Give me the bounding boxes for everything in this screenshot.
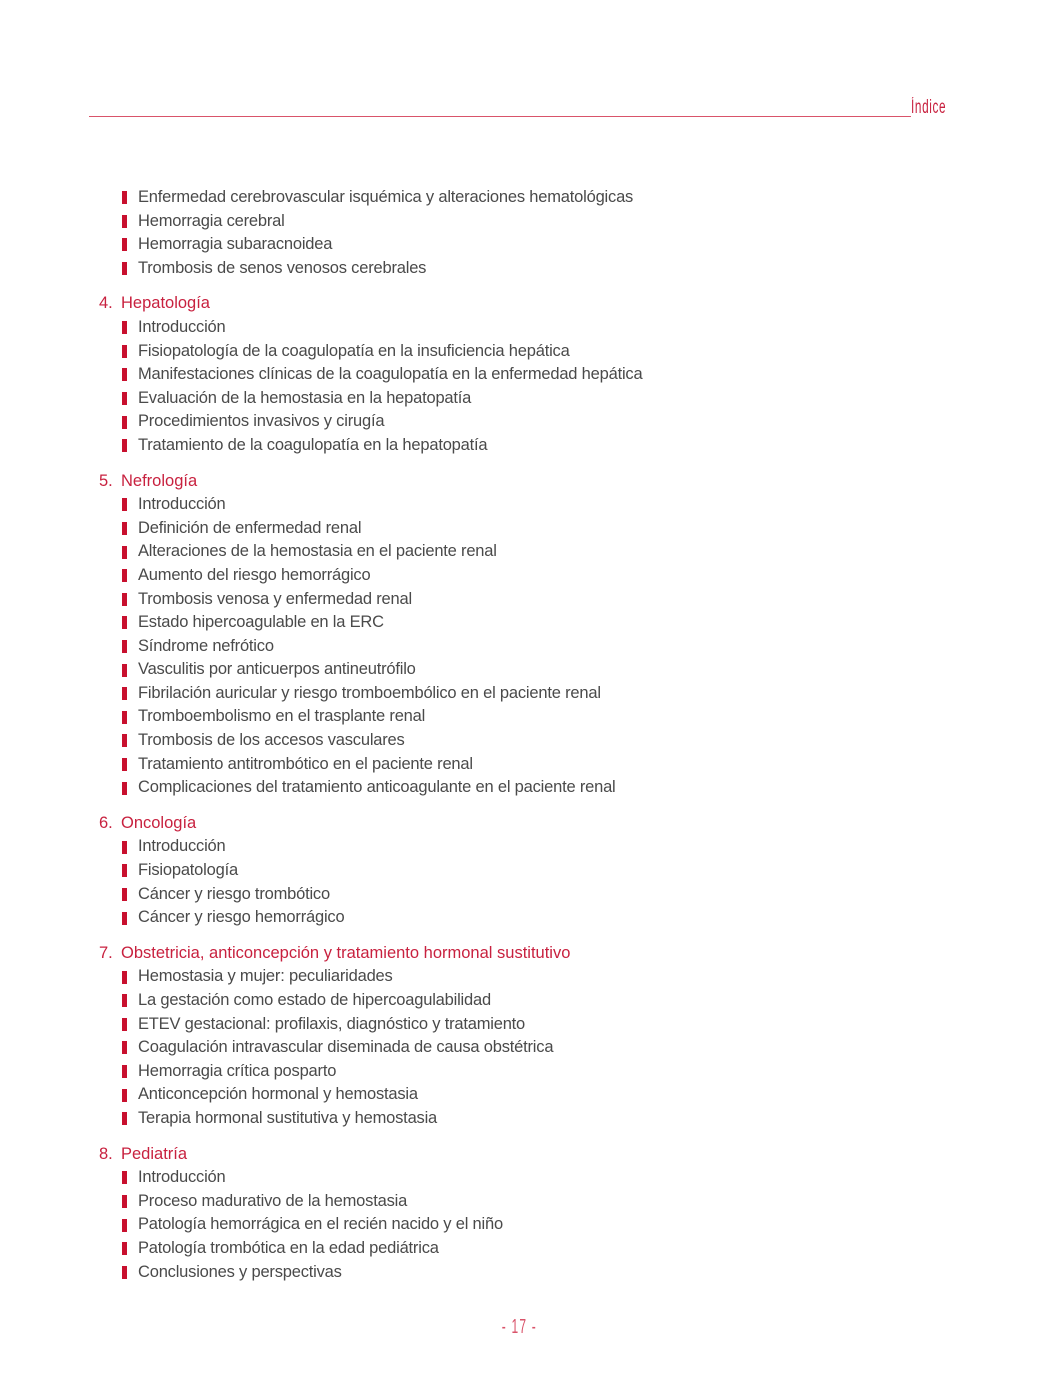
toc-entry[interactable] <box>99 835 999 859</box>
square-bullet-icon <box>122 1018 127 1031</box>
toc-entry-label: Aumento del riesgo hemorrágico <box>138 565 371 584</box>
square-bullet-icon <box>122 1266 127 1279</box>
toc-entry[interactable] <box>99 635 999 659</box>
toc-entry-label: Procedimientos invasivos y cirugía <box>138 412 385 431</box>
section-number: 4. <box>99 294 113 313</box>
toc-entry[interactable] <box>99 729 999 753</box>
square-bullet-icon <box>122 1219 127 1232</box>
toc-entry[interactable] <box>99 210 999 234</box>
square-bullet-icon <box>122 215 127 228</box>
toc-entry[interactable] <box>99 233 999 257</box>
square-bullet-icon <box>122 888 127 901</box>
section-number: 7. <box>99 943 113 962</box>
square-bullet-icon <box>122 439 127 452</box>
toc-entry-label: Tratamiento de la coagulopatía en la hepatopatía <box>138 435 488 454</box>
toc-entry[interactable] <box>99 776 999 800</box>
toc-entry-label: Manifestaciones clínicas de la coagulopatía en la enfermedad hepática <box>138 365 643 384</box>
toc-entry[interactable] <box>99 658 999 682</box>
toc-entry-label: Alteraciones de la hemostasia en el paciente renal <box>138 542 497 561</box>
toc-entry[interactable] <box>99 906 999 930</box>
toc-entry-label: Hemostasia y mujer: peculiaridades <box>138 967 393 986</box>
toc-entry[interactable] <box>99 705 999 729</box>
square-bullet-icon <box>122 1242 127 1255</box>
toc-entry-label: Introducción <box>138 837 226 856</box>
toc-entry-label: Tratamiento antitrombótico en el paciente renal <box>138 754 473 773</box>
square-bullet-icon <box>122 345 127 358</box>
toc-entry-label: La gestación como estado de hipercoagulabilidad <box>138 991 491 1009</box>
section-number: 8. <box>99 1144 113 1163</box>
toc-entry[interactable] <box>99 387 999 411</box>
square-bullet-icon <box>122 1171 127 1184</box>
square-bullet-icon <box>122 864 127 877</box>
toc-entry[interactable] <box>99 493 999 517</box>
toc-entry-label: Fisiopatología de la coagulopatía en la insuficiencia hepática <box>138 341 570 360</box>
section-number: 6. <box>99 813 113 832</box>
toc-entry[interactable] <box>99 1060 999 1084</box>
square-bullet-icon <box>122 912 127 925</box>
toc-entry[interactable] <box>99 186 999 210</box>
square-bullet-icon <box>122 782 127 795</box>
square-bullet-icon <box>122 1089 127 1102</box>
toc-section <box>99 942 999 1131</box>
toc-entry-label: Terapia hormonal sustitutiva y hemostasia <box>138 1108 438 1127</box>
square-bullet-icon <box>122 416 127 429</box>
square-bullet-icon <box>122 522 127 535</box>
square-bullet-icon <box>122 546 127 559</box>
toc-entry[interactable] <box>99 965 999 989</box>
page-number-text: - 17 - <box>501 1316 538 1338</box>
square-bullet-icon <box>122 994 127 1007</box>
square-bullet-icon <box>122 616 127 629</box>
toc-entry[interactable] <box>99 540 999 564</box>
section-heading[interactable] <box>99 942 999 966</box>
toc-entry-label: Complicaciones del tratamiento anticoagulante en el paciente renal <box>138 778 616 797</box>
toc-entry-label: Coagulación intravascular diseminada de causa obstétrica <box>138 1038 554 1057</box>
square-bullet-icon <box>122 711 127 724</box>
toc-entry[interactable] <box>99 410 999 434</box>
section-title: Pediatría <box>121 1144 188 1163</box>
square-bullet-icon <box>122 1065 127 1078</box>
toc-entry-label: Trombosis venosa y enfermedad renal <box>138 589 412 608</box>
square-bullet-icon <box>122 191 127 204</box>
toc-entry[interactable] <box>99 363 999 387</box>
toc-entry-label: Trombosis de senos venosos cerebrales <box>138 258 427 277</box>
toc-entry[interactable] <box>99 1190 999 1214</box>
toc-entry-label: Enfermedad cerebrovascular isquémica y alteraciones hematológicas <box>138 188 634 206</box>
square-bullet-icon <box>122 1041 127 1054</box>
square-bullet-icon <box>122 262 127 275</box>
toc-entry-label: Cáncer y riesgo trombótico <box>138 884 330 903</box>
toc-entry-label: Definición de enfermedad renal <box>138 518 362 537</box>
toc-entry[interactable] <box>99 1237 999 1261</box>
toc-section <box>99 812 999 930</box>
toc-entry[interactable] <box>99 989 999 1013</box>
toc-entry[interactable] <box>99 1213 999 1237</box>
toc-entry-label: Fibrilación auricular y riesgo tromboembólico en el paciente renal <box>138 683 601 702</box>
toc-entry[interactable] <box>99 753 999 777</box>
square-bullet-icon <box>122 734 127 747</box>
section-title: Obstetricia, anticoncepción y tratamiento hormonal sustitutivo <box>121 943 571 962</box>
toc-entry-label: Síndrome nefrótico <box>138 636 274 655</box>
toc-entry[interactable] <box>99 1083 999 1107</box>
square-bullet-icon <box>122 758 127 771</box>
toc-entry-label: ETEV gestacional: profilaxis, diagnóstico y tratamiento <box>138 1014 526 1033</box>
toc-entry-label: Anticoncepción hormonal y hemostasia <box>138 1085 418 1104</box>
toc-entry[interactable] <box>99 1261 999 1285</box>
toc-entry[interactable] <box>99 1107 999 1131</box>
toc-entry-label: Hemorragia crítica posparto <box>138 1061 337 1080</box>
toc-section <box>99 1143 999 1285</box>
toc-entry[interactable] <box>99 883 999 907</box>
toc-entry-label: Trombosis de los accesos vasculares <box>138 731 405 750</box>
square-bullet-icon <box>122 640 127 653</box>
page-number <box>0 1316 1039 1339</box>
toc-entry-label: Cáncer y riesgo hemorrágico <box>138 908 345 927</box>
square-bullet-icon <box>122 1112 127 1125</box>
square-bullet-icon <box>122 321 127 334</box>
toc-entry-label: Evaluación de la hemostasia en la hepatopatía <box>138 388 472 407</box>
section-number: 5. <box>99 471 113 490</box>
toc-entry-label: Estado hipercoagulable en la ERC <box>138 613 384 632</box>
section-title: Hepatología <box>121 294 210 313</box>
header-rule <box>89 116 911 117</box>
square-bullet-icon <box>122 1195 127 1208</box>
toc-section <box>99 470 999 800</box>
toc-entry[interactable] <box>99 682 999 706</box>
square-bullet-icon <box>122 687 127 700</box>
section-heading[interactable] <box>99 1143 999 1167</box>
toc-entry[interactable] <box>99 517 999 541</box>
page-header-title: Índice <box>911 97 947 118</box>
toc-entry[interactable] <box>99 1036 999 1060</box>
square-bullet-icon <box>122 238 127 251</box>
toc-entry-label: Patología trombótica en la edad pediátrica <box>138 1238 439 1257</box>
square-bullet-icon <box>122 498 127 511</box>
toc-entry-label: Patología hemorrágica en el recién nacido y el niño <box>138 1215 503 1234</box>
section-heading[interactable] <box>99 470 999 494</box>
square-bullet-icon <box>122 569 127 582</box>
toc-entry-label: Introducción <box>138 495 226 514</box>
toc-entry[interactable] <box>99 1166 999 1190</box>
toc-entry-label: Fisiopatología <box>138 861 238 880</box>
square-bullet-icon <box>122 971 127 984</box>
continuation-section <box>99 186 999 280</box>
square-bullet-icon <box>122 664 127 677</box>
toc-entry-label: Vasculitis por anticuerpos antineutrófilo <box>138 660 416 679</box>
toc-entry-label: Proceso madurativo de la hemostasia <box>138 1191 408 1210</box>
section-title: Oncología <box>121 813 197 832</box>
toc-entry[interactable] <box>99 434 999 458</box>
toc-entry[interactable] <box>99 611 999 635</box>
toc-entry-label: Hemorragia cerebral <box>138 211 285 230</box>
toc-entry[interactable] <box>99 859 999 883</box>
table-of-contents <box>99 186 999 1296</box>
toc-entry[interactable] <box>99 1013 999 1037</box>
toc-entry[interactable] <box>99 564 999 588</box>
toc-entry-label: Tromboembolismo en el trasplante renal <box>138 707 426 726</box>
section-heading[interactable] <box>99 812 999 836</box>
toc-entry[interactable] <box>99 257 999 281</box>
toc-section <box>99 292 999 457</box>
section-heading[interactable] <box>99 292 999 316</box>
toc-entry-label: Conclusiones y perspectivas <box>138 1262 342 1281</box>
toc-entry[interactable] <box>99 316 999 340</box>
toc-entry-label: Introducción <box>138 1168 226 1187</box>
square-bullet-icon <box>122 392 127 405</box>
toc-sections <box>99 292 999 1284</box>
square-bullet-icon <box>122 841 127 854</box>
toc-entry[interactable] <box>99 340 999 364</box>
square-bullet-icon <box>122 368 127 381</box>
toc-entry-label: Introducción <box>138 317 226 336</box>
toc-entry[interactable] <box>99 588 999 612</box>
section-title: Nefrología <box>121 471 198 490</box>
toc-entry-label: Hemorragia subaracnoidea <box>138 235 333 254</box>
square-bullet-icon <box>122 593 127 606</box>
